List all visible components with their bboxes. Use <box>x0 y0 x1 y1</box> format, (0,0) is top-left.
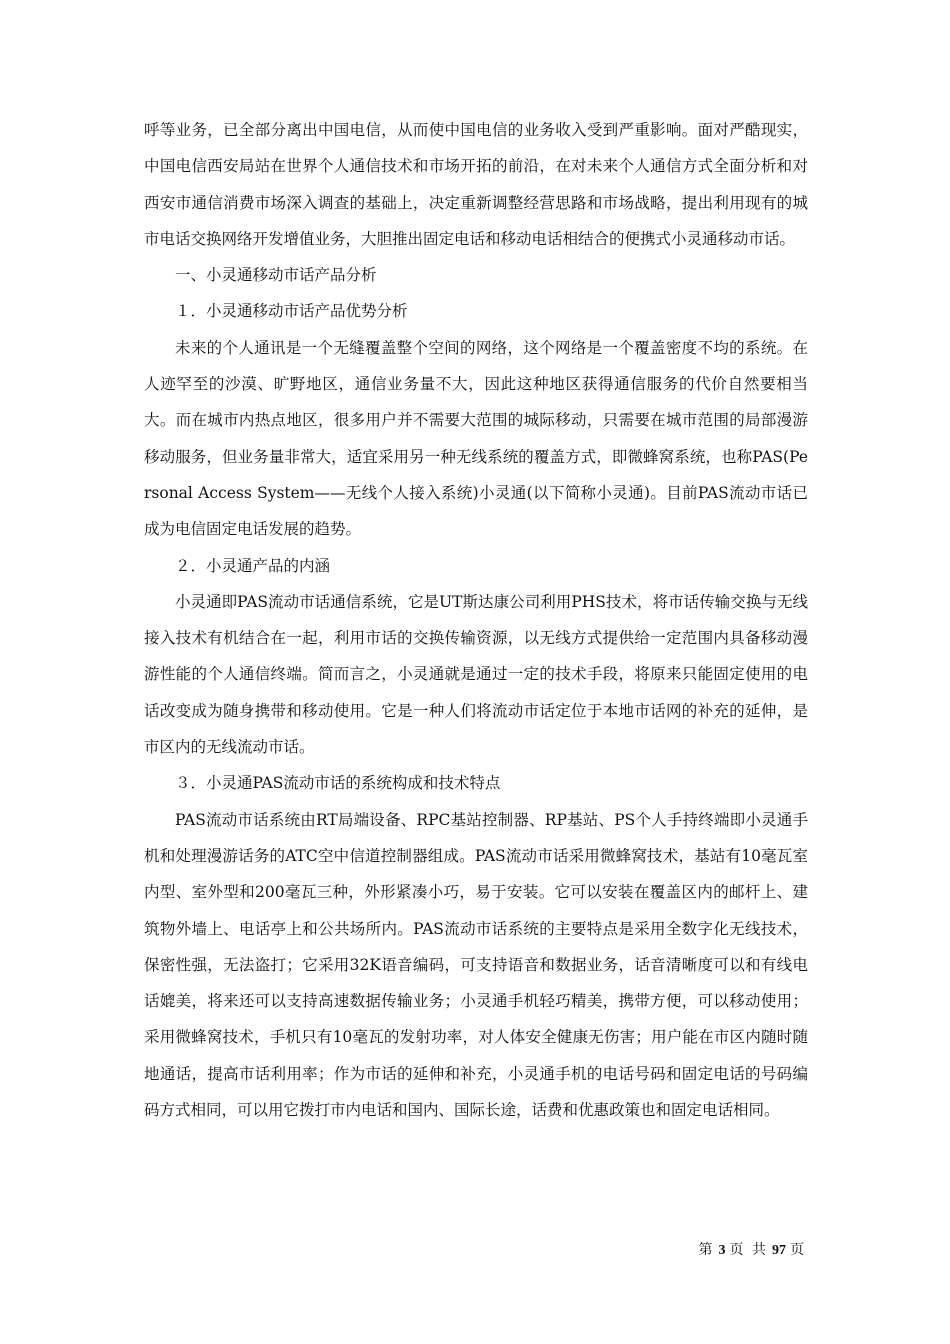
subsection-heading: ３．小灵通PAS流动市话的系统构成和技术特点 <box>175 774 501 793</box>
footer-middle: 页 共 <box>729 1242 768 1258</box>
paragraph: PAS流动市话系统由RT局端设备、RPC基站控制器、RP基站、PS个人手持终端即小灵通手机和处理漫游话务的ATC空中信道控制器组成。PAS流动市话采用微蜂窝技术，基站有10毫瓦室内型、室外型和200毫瓦三种，外形紧凑小巧，易于安装。它可以安装在覆盖区内的邮杆上、建筑物外墙上、电话亭上和公共场所内。PAS流动市话系统的主要特点是采用全数字化无线技术，保密性强，无法盗打；它采用32K语音编码，可支持语音和数据业务，话音清晰度可以和有线电话媲美，将来还可以支持高速数据传输业务；小灵通手机轻巧精美，携带方便，可以移动使用；采用微蜂窝技术，手机只有10毫瓦的发射功率，对人体安全健康无伤害；用户能在市区内随时随地通话，提高市话利用率；作为市话的延伸和补充，小灵通手机的电话号码和固定电话的号码编码方式相同，可以用它拨打市内电话和国内、国际长途，话费和优惠政策也和固定电话相同。 <box>144 810 808 1120</box>
section-heading: 一、小灵通移动市话产品分析 <box>175 266 377 285</box>
body-text <box>144 112 808 1128</box>
footer-suffix: 页 <box>790 1242 806 1258</box>
paragraph: 呼等业务，已全部分离出中国电信，从而使中国电信的业务收入受到严重影响。面对严酷现实，中国电信西安局站在世界个人通信技术和市场开拓的前沿，在对未来个人通信方式全面分析和对西安市通信消费市场深入调查的基础上，决定重新调整经营思路和市场战略，提出利用现有的城市电话交换网络开发增值业务，大胆推出固定电话和移动电话相结合的便携式小灵通移动市话。 <box>144 121 808 248</box>
subsection-heading: ２．小灵通产品的内涵 <box>175 556 331 575</box>
paragraph: 小灵通即PAS流动市话通信系统，它是UT斯达康公司利用PHS技术，将市话传输交换与无线接入技术有机结合在一起，利用市话的交换传输资源，以无线方式提供给一定范围内具备移动漫游性能的个人通信终端。简而言之，小灵通就是通过一定的技术手段，将原来只能固定使用的电话改变成为随身携带和移动使用。它是一种人们将流动市话定位于本地市话网的补充的延伸，是市区内的无线流动市话。 <box>144 592 808 757</box>
footer-prefix: 第 <box>698 1242 715 1258</box>
paragraph: 未来的个人通讯是一个无缝覆盖整个空间的网络，这个网络是一个覆盖密度不均的系统。在人迹罕至的沙漠、旷野地区，通信业务量不大，因此这种地区获得通信服务的代价自然要相当大。而在城市内热点地区，很多用户并不需要大范围的城际移动，只需要在城市范围的局部漫游移动服务，但业务量非常大，适宜采用另一种无线系统的覆盖方式，即微蜂窝系统，也称PAS(Personal Access System——无线个人接入系统)小灵通(以下简称小灵通)。目前PAS流动市话已成为电信固定电话发展的趋势。 <box>144 338 808 539</box>
total-pages: 97 <box>772 1243 786 1258</box>
page-number: 3 <box>718 1243 726 1258</box>
subsection-heading: １．小灵通移动市话产品优势分析 <box>175 302 408 321</box>
page-footer <box>699 1240 806 1261</box>
